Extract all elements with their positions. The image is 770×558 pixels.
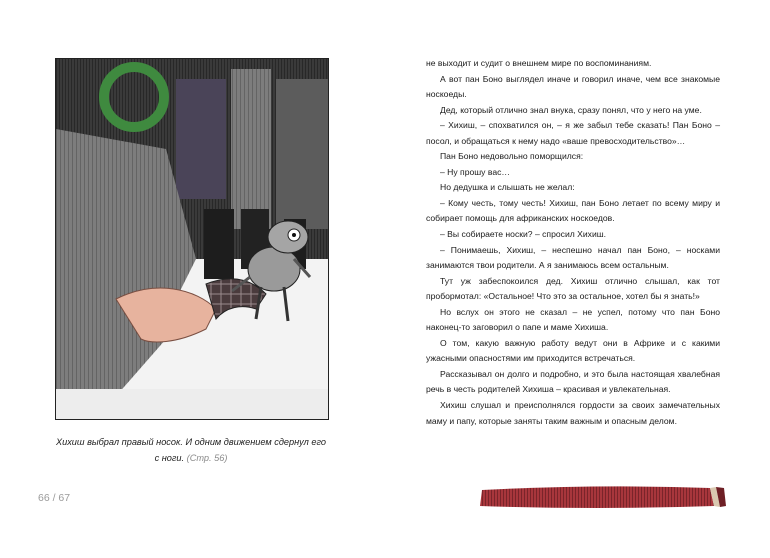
paragraph: А вот пан Боно выглядел иначе и говорил иначе, чем все знакомые носкоеды. bbox=[426, 73, 720, 100]
paragraph: – Кому честь, тому честь! Хихиш, пан Боно летает по всему миру и собирает помощь для африканских носкоедов. bbox=[426, 197, 720, 224]
illustration-caption bbox=[55, 434, 327, 466]
red-sock-decoration bbox=[478, 482, 730, 512]
paragraph: Тут уж забеспокоился дед. Хихиш отлично слышал, как тот пробормотал: «Остальное! Что это за остальное, хотел бы я знать!» bbox=[426, 275, 720, 302]
paragraph: – Вы собираете носки? – спросил Хихиш. bbox=[440, 229, 607, 240]
book-illustration bbox=[55, 58, 329, 420]
caption-page-reference: (Стр. 56) bbox=[186, 453, 228, 463]
page-numbers: 66 / 67 bbox=[38, 492, 71, 504]
caption-text: Хихиш выбрал правый носок. И одним движением сдернул его с ноги. bbox=[55, 437, 327, 463]
paragraph: – Хихиш, – спохватился он, – я же забыл тебе сказать! Пан Боно – посол, и обращаться к нему надо «ваше превосходительство»… bbox=[426, 120, 720, 146]
paragraph: Но вслух он этого не сказал – не успел, потому что пан Боно наконец-то заговорил о папе и маме Хихиша. bbox=[426, 306, 720, 333]
paragraph: О том, какую важную работу ведут они в Африке и с какими ужасными опасностями им приходится встречаться. bbox=[426, 337, 720, 364]
paragraph: – Ну прошу вас… bbox=[440, 166, 510, 177]
paragraph: Рассказывал он долго и подробно, и это была настоящая хвалебная речь в честь родителей Хихиша – красивая и увлекательная. bbox=[426, 368, 720, 395]
paragraph: Дед, который отлично знал внука, сразу понял, что у него на уме. bbox=[440, 104, 702, 115]
paragraph: Пан Боно недовольно поморщился: bbox=[440, 151, 584, 162]
paragraph: – Понимаешь, Хихиш, – неспешно начал пан Боно, – носками занимаются твои родители. А я занимаюсь всем остальным. bbox=[426, 244, 720, 271]
paragraph: Но дедушка и слышать не желал: bbox=[440, 182, 575, 193]
paragraph: не выходит и судит о внешнем мире по воспоминаниям. bbox=[426, 58, 652, 68]
body-text bbox=[426, 56, 720, 429]
paragraph: Хихиш слушал и преисполнялся гордости за своих замечательных маму и папу, которые заняты таким важным и опасным делом. bbox=[426, 400, 720, 426]
